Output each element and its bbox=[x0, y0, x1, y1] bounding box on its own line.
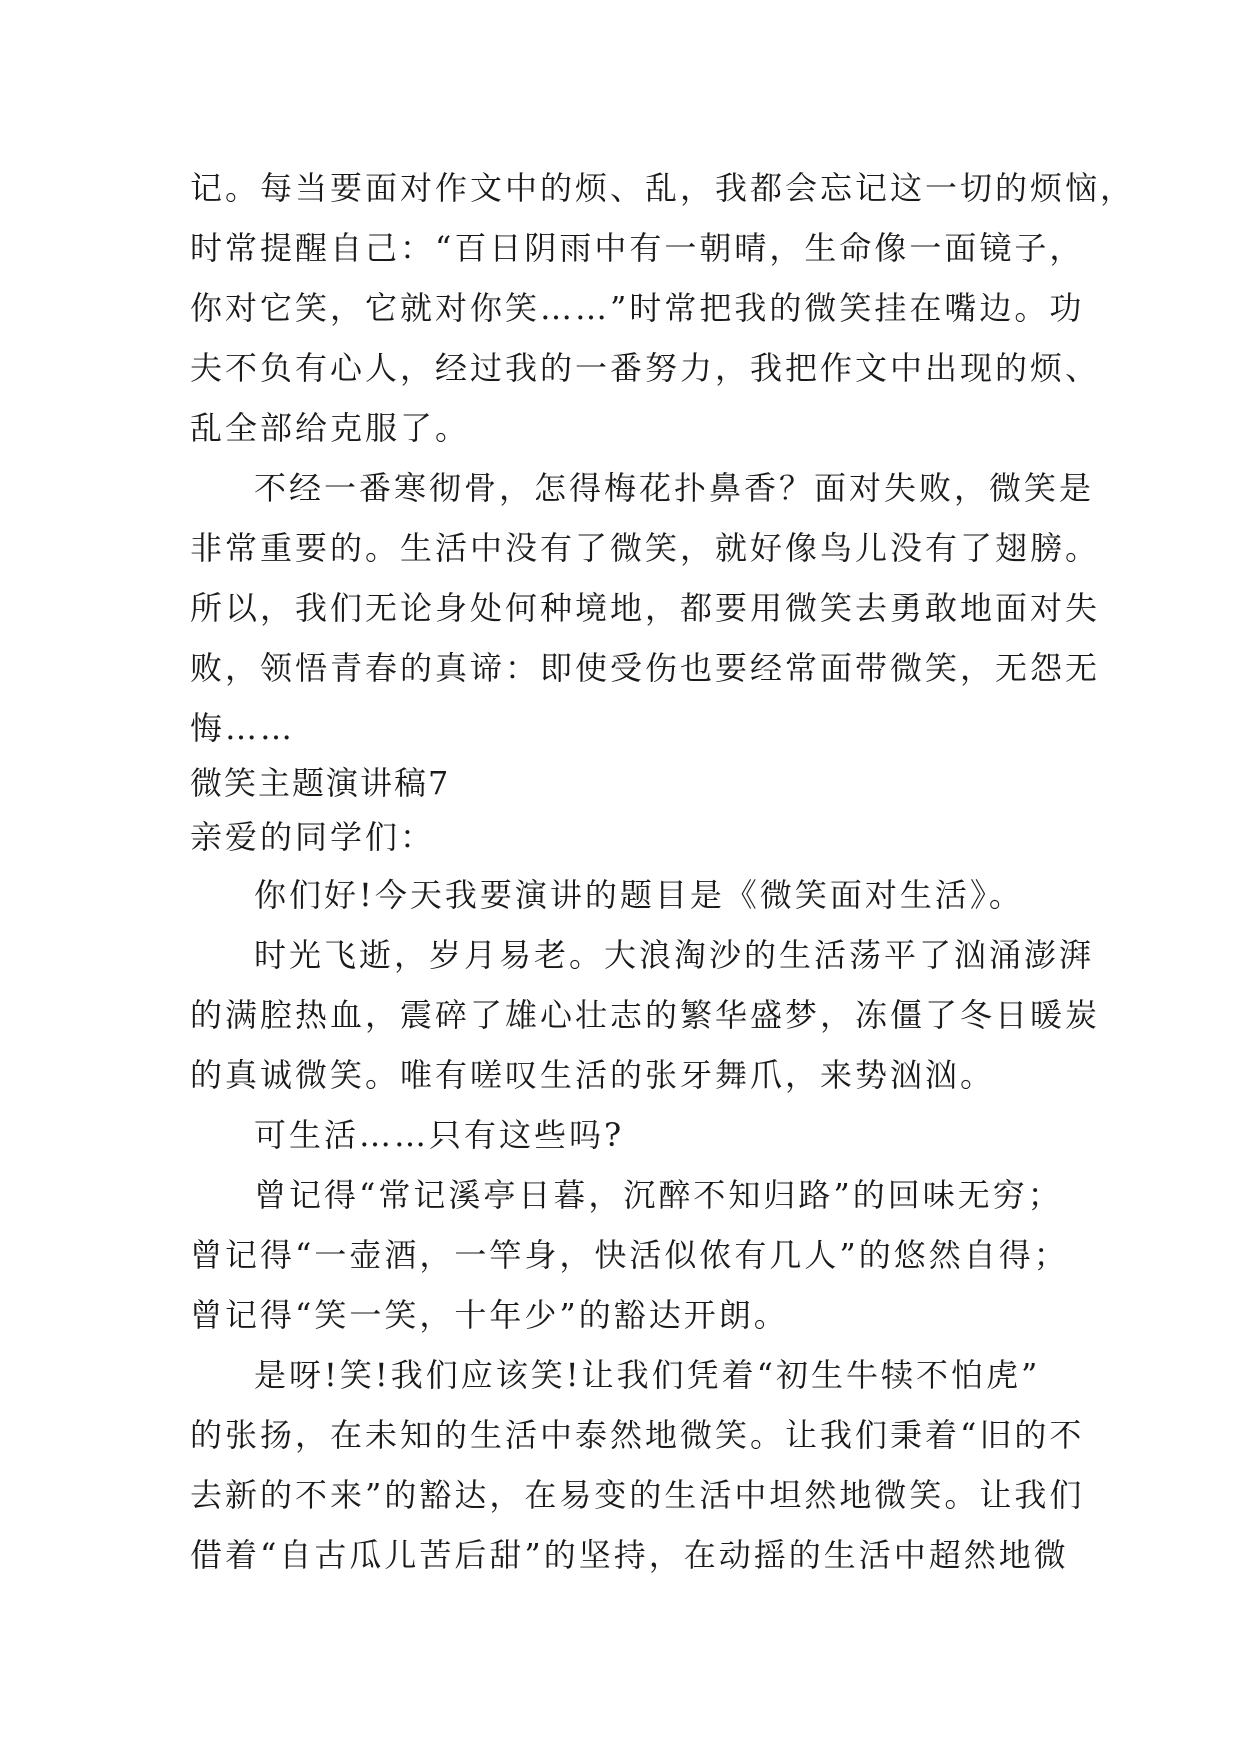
paragraph-continuation bbox=[190, 158, 1136, 458]
text-line: 去新的不来”的豁达，在易变的生活中坦然地微笑。让我们 bbox=[190, 1476, 1085, 1514]
paragraph-time bbox=[190, 925, 1101, 1105]
text-line: 的满腔热血，震碎了雄心壮志的繁华盛梦，冻僵了冬日暖炭 bbox=[190, 996, 1101, 1034]
text-line: 悔…… bbox=[190, 709, 296, 747]
text-line: 记。每当要面对作文中的烦、乱，我都会忘记这一切的烦恼， bbox=[190, 169, 1136, 207]
text-line: 曾记得“常记溪亭日暮，沉醉不知归路”的回味无穷； bbox=[254, 1176, 1063, 1214]
salutation: 亲爱的同学们： bbox=[190, 818, 436, 856]
text-line: 借着“自古瓜儿苦后甜”的坚持，在动摇的生活中超然地微 bbox=[190, 1536, 1069, 1574]
document-body bbox=[190, 158, 1136, 1585]
text-line: 是呀!笑!我们应该笑!让我们凭着“初生牛犊不怕虎” bbox=[254, 1356, 1041, 1394]
text-line: 你对它笑，它就对你笑……”时常把我的微笑挂在嘴边。功 bbox=[190, 289, 1085, 327]
text-line: 败，领悟青春的真谛：即使受伤也要经常面带微笑，无怨无 bbox=[190, 649, 1101, 687]
text-line: 的真诚微笑。唯有嗟叹生活的张牙舞爪，来势汹汹。 bbox=[190, 1056, 996, 1094]
paragraph-smile bbox=[190, 1345, 1085, 1585]
text-line: 夫不负有心人，经过我的一番努力，我把作文中出现的烦、 bbox=[190, 349, 1101, 387]
paragraph-memories bbox=[190, 1165, 1080, 1345]
text-line: 时光飞逝，岁月易老。大浪淘沙的生活荡平了汹涌澎湃 bbox=[254, 936, 1095, 974]
question: 可生活……只有这些吗? bbox=[254, 1116, 625, 1154]
text-line: 曾记得“笑一笑，十年少”的豁达开朗。 bbox=[190, 1296, 789, 1334]
text-line: 曾记得“一壶酒，一竿身，快活似侬有几人”的悠然自得； bbox=[190, 1236, 1069, 1274]
text-line: 的张扬，在未知的生活中泰然地微笑。让我们秉着“旧的不 bbox=[190, 1416, 1085, 1454]
text-line: 时常提醒自己：“百日阴雨中有一朝晴，生命像一面镜子， bbox=[190, 229, 1085, 267]
text-line: 非常重要的。生活中没有了微笑，就好像鸟儿没有了翅膀。 bbox=[190, 529, 1101, 567]
text-line: 不经一番寒彻骨，怎得梅花扑鼻香？面对失败，微笑是 bbox=[254, 469, 1095, 507]
text-line: 所以，我们无论身处何种境地，都要用微笑去勇敢地面对失 bbox=[190, 589, 1101, 627]
text-line: 乱全部给克服了。 bbox=[190, 409, 471, 447]
greeting: 你们好!今天我要演讲的题目是《微笑面对生活》。 bbox=[254, 876, 1024, 914]
speech-title: 微笑主题演讲稿7 bbox=[190, 764, 451, 802]
paragraph-closing bbox=[190, 458, 1101, 758]
